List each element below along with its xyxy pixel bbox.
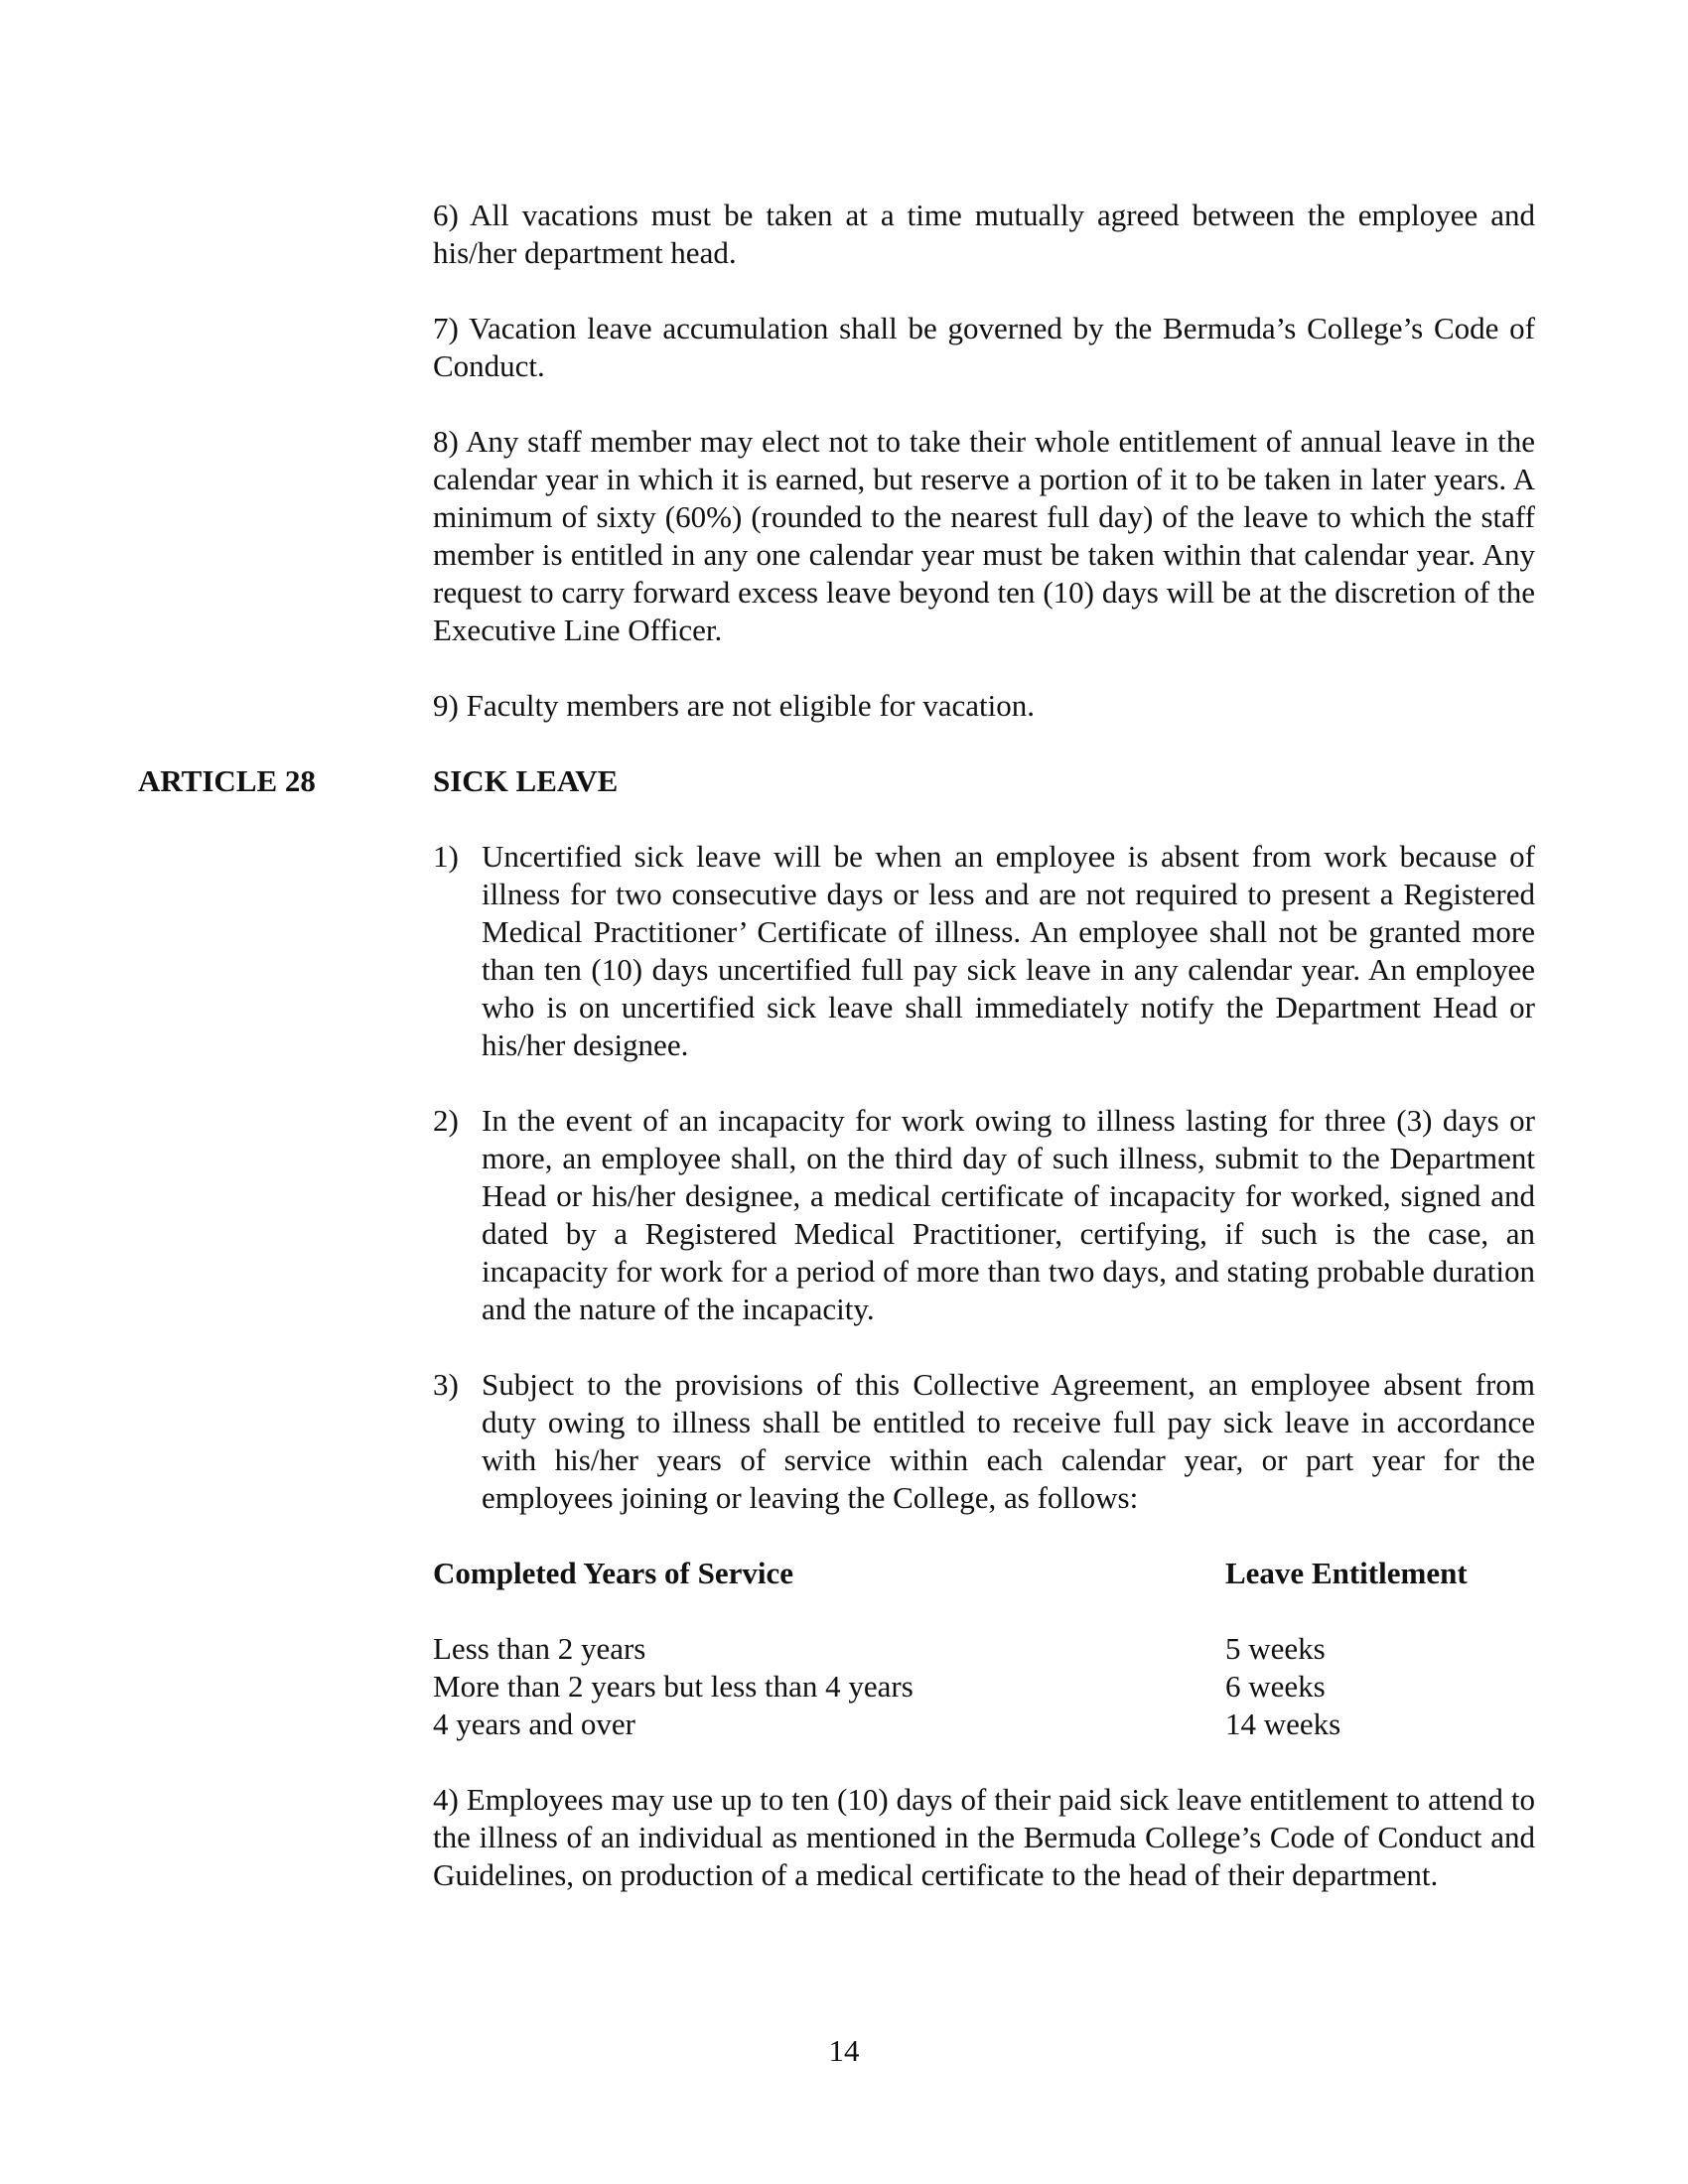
paragraph-vacation-7: 7) Vacation leave accumulation shall be governed by the Bermuda’s College’s Code of Conduct.: [433, 311, 1535, 383]
paragraph-vacation-8: 8) Any staff member may elect not to take their whole entitlement of annual leave in the calendar year in which it is earned, but reserve a portion of it to be taken in later years. A minimum of sixty (60%) (rounded to the nearest full day) of the leave to which the staff member is entitled in any one calendar year must be taken within that calendar year. Any request to carry forward excess leave beyond ten (10) days will be at the discretion of the Executive Line Officer.: [433, 424, 1535, 647]
paragraph-vacation-6: 6) All vacations must be taken at a time mutually agreed between the employee and his/her department head.: [433, 198, 1535, 270]
paragraph-sick-leave-4: 4) Employees may use up to ten (10) days of their paid sick leave entitlement to attend to the illness of an individual as mentioned in the Bermuda College’s Code of Conduct and Guidelines, on production of a medical certificate to the head of their department.: [433, 1782, 1535, 1892]
entitlement-table: [433, 1630, 1535, 1743]
item-number: 3): [433, 1367, 459, 1402]
entitlement-cell: 5 weeks: [1225, 1631, 1326, 1666]
service-cell: 4 years and over: [433, 1706, 635, 1741]
paragraph-vacation-9: 9) Faculty members are not eligible for vacation.: [433, 688, 1036, 723]
sick-leave-item-3: [433, 1366, 1535, 1517]
table-row: [433, 1668, 1535, 1706]
service-cell: Less than 2 years: [433, 1631, 646, 1666]
table-row: [433, 1706, 1535, 1743]
item-text: Subject to the provisions of this Collective Agreement, an employee absent from duty owing to illness shall be entitled to receive full pay sick leave in accordance with his/her years of service within each calendar year, or part year for the employees joining or leaving the College, as follows:: [482, 1367, 1535, 1515]
item-text: Uncertified sick leave will be when an employee is absent from work because of illness for two consecutive days or less and are not required to present a Registered Medical Practitioner’ Certificate of illness. An employee shall not be granted more than ten (10) days uncertified full pay sick leave in any calendar year. An employee who is on uncertified sick leave shall immediately notify the Department Head or his/her designee.: [482, 839, 1535, 1062]
page-number: 14: [828, 2033, 860, 2068]
sick-leave-item-2: [433, 1102, 1535, 1328]
service-cell: More than 2 years but less than 4 years: [433, 1669, 914, 1704]
item-number: 2): [433, 1103, 459, 1138]
header-years-of-service: Completed Years of Service: [433, 1556, 793, 1590]
item-text: In the event of an incapacity for work owing to illness lasting for three (3) days or more, an employee shall, on the third day of such illness, submit to the Department Head or his/her designee, a medical certificate of incapacity for worked, signed and dated by a Registered Medical Practitioner, certifying, if such is the case, an incapacity for work for a period of more than two days, and stating probable duration and the nature of the incapacity.: [482, 1103, 1535, 1326]
article-number: ARTICLE 28: [138, 763, 316, 798]
entitlement-table-header: [433, 1555, 1535, 1592]
table-row: [433, 1630, 1535, 1668]
entitlement-cell: 6 weeks: [1225, 1669, 1326, 1704]
sick-leave-item-1: [433, 838, 1535, 1064]
item-number: 1): [433, 839, 459, 874]
document-body: [138, 197, 1535, 1932]
article-heading: [138, 762, 1535, 800]
article-title: SICK LEAVE: [433, 763, 619, 798]
entitlement-cell: 14 weeks: [1225, 1706, 1341, 1741]
header-leave-entitlement: Leave Entitlement: [1225, 1556, 1468, 1590]
